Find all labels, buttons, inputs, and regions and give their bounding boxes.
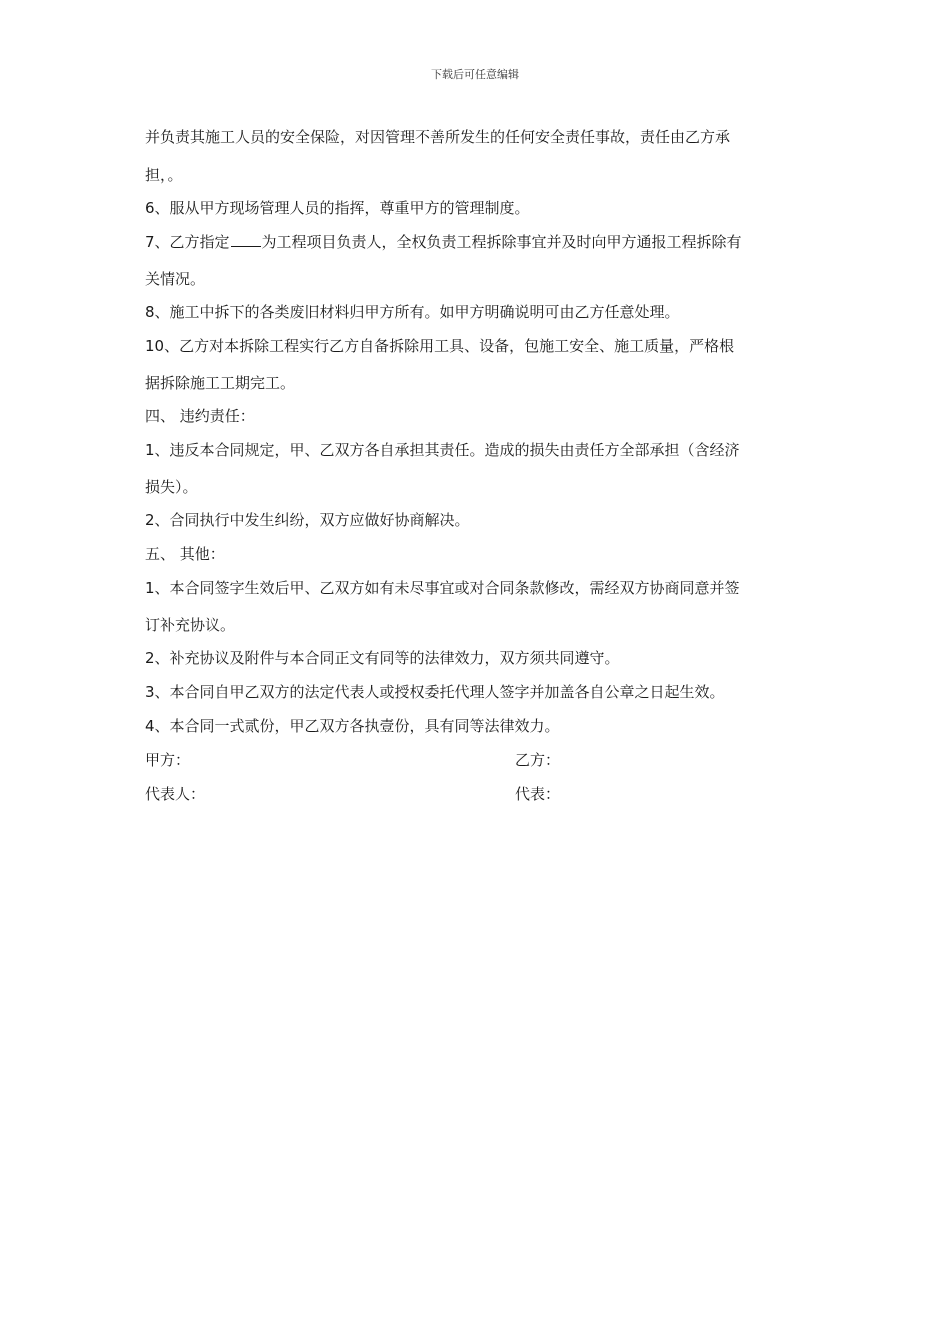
clause-5-1: 1、本合同签字生效后甲、乙双方如有未尽事宜或对合同条款修改，需经双方协商同意并签 — [145, 579, 740, 597]
clause-5-2: 2、补充协议及附件与本合同正文有同等的法律效力，双方须共同遵守。 — [145, 649, 620, 667]
clause-8: 8、施工中拆下的各类废旧材料归甲方所有。如甲方明确说明可由乙方任意处理。 — [145, 303, 680, 321]
paragraph-line: 并负责其施工人员的安全保险，对因管理不善所发生的任何安全责任事故，责任由乙方承 — [145, 128, 731, 146]
party-b-label: 乙方： — [515, 751, 561, 769]
clause-6: 6、服从甲方现场管理人员的指挥，尊重甲方的管理制度。 — [145, 199, 530, 217]
section-title: 四、 违约责任： — [145, 407, 255, 425]
clause-5-3: 3、本合同自甲乙双方的法定代表人或授权委托代理人签字并加盖各自公章之日起生效。 — [145, 683, 725, 701]
blank-line — [231, 232, 261, 247]
signature-row-representative — [145, 782, 810, 816]
clause-7 — [145, 230, 810, 266]
representative-a-label: 代表人： — [145, 785, 206, 803]
paragraph-line: 担，。 — [145, 166, 183, 184]
paragraph-line: 损失）。 — [145, 478, 198, 496]
contract-body — [145, 124, 810, 816]
clause-10: 10、乙方对本拆除工程实行乙方自备拆除用工具、设备，包施工安全、施工质量，严格根 — [145, 337, 735, 355]
section-title: 五、 其他： — [145, 545, 225, 563]
clause-4-1: 1、违反本合同规定，甲、乙双方各自承担其责任。造成的损失由责任方全部承担（含经济 — [145, 441, 740, 459]
paragraph-line: 据拆除施工工期完工。 — [145, 374, 296, 392]
clause-7-prefix: 7、乙方指定 — [145, 233, 230, 251]
signature-row-party — [145, 748, 810, 782]
party-a-label: 甲方： — [145, 751, 191, 769]
representative-b-label: 代表： — [515, 785, 561, 803]
clause-5-4: 4、本合同一式贰份，甲乙双方各执壹份，具有同等法律效力。 — [145, 717, 560, 735]
paragraph-line: 关情况。 — [145, 270, 206, 288]
clause-4-2: 2、合同执行中发生纠纷，双方应做好协商解决。 — [145, 511, 470, 529]
paragraph-line: 订补充协议。 — [145, 616, 236, 634]
page-header: 下载后可任意编辑 — [431, 68, 519, 81]
clause-7-suffix: 为工程项目负责人，全权负责工程拆除事宜并及时向甲方通报工程拆除有 — [261, 233, 742, 251]
